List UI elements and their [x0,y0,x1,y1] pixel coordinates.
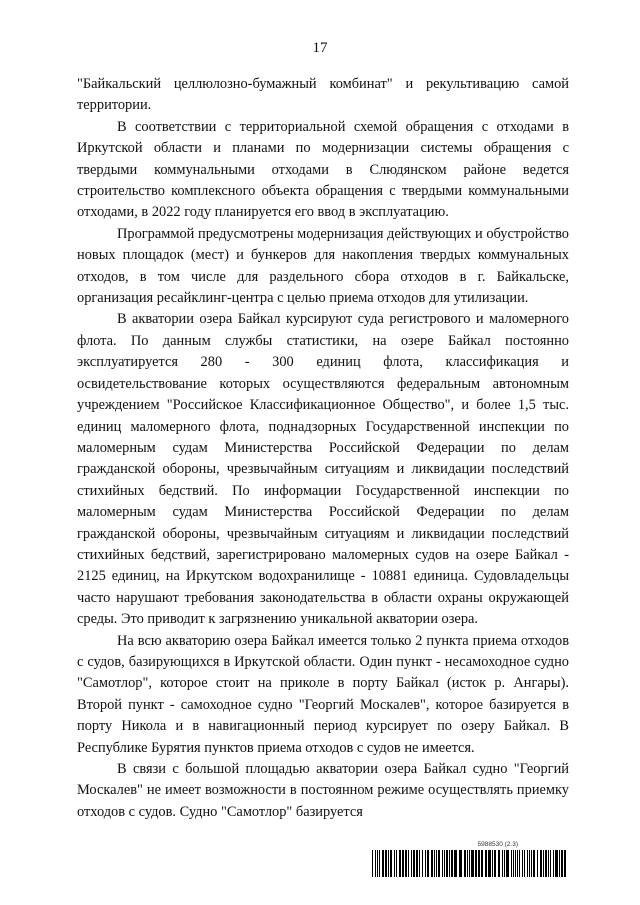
barcode-bar [431,850,433,877]
barcode-bar [522,850,523,877]
barcode-bar [469,850,470,877]
barcode-bar [519,850,520,877]
barcode-bar [498,850,500,877]
barcode-bar [405,850,407,877]
barcode-bar [385,850,387,877]
barcode-bar [413,850,415,877]
barcode-bar [396,850,397,877]
barcode-bar [467,850,468,877]
document-barcode [372,841,568,877]
barcode-bar [416,850,418,877]
barcode-bar [553,850,554,877]
barcode-bar [548,850,549,877]
barcode-bar [550,850,551,877]
barcode-bar [411,850,412,877]
barcode-bar [481,850,483,877]
barcode-bar [478,850,480,877]
barcode-bar [372,850,373,877]
paragraph: В связи с большой площадью акватории озера Байкал судно "Георгий Москалев" не имеет возможности в постоянном режиме осуществлять приемку отходов с судов. Судно "Самотлор" базируется [77,761,569,820]
barcode-bar [559,850,560,877]
barcode-bar [537,850,538,877]
barcode-bar [564,850,566,877]
barcode-caption: 5988530 (2.3) [477,841,518,848]
barcode-bar [394,850,395,877]
barcode-bar [459,850,462,877]
barcode-bar [524,850,525,877]
barcode-bar [515,850,516,877]
barcode-bar [434,850,435,877]
barcode-bar [425,850,426,877]
paragraph: Программой предусмотрены модернизация действующих и обустройство новых площадок (мест) и бункеров для накопления твердых коммунальных отходов, в том числе для раздельного сбора отходов в г. Байкальске, организация ресайклинг-центра с целью приема отходов для утилизации. [77,225,569,307]
paragraph: На всю акваторию озера Байкал имеется только 2 пункта приема отходов с судов, базирующихся в Иркутской области. Один пункт - несамоходное судно "Самотлор", которое стоит на приколе в порту Байкал (исток р. Ангары). Второй пункт - самоходное судно "Георгий Москалев", которое базируется в порту Никола и в навигационный период курсирует по озеру Байкал. В Республике Бурятия пунктов приема отходов с судов не имеется. [77,632,569,756]
page-number: 17 [312,40,328,56]
barcode-bar [390,850,392,877]
barcode-bar [543,850,544,877]
paragraph: В соответствии с территориальной схемой обращения с отходами в Иркутской области и планами по модернизации системы обращения с твердыми коммунальными отходами в Слюдянском районе ведется строительство комплексного объекта обращения с твердыми коммунальными отходами, в 2022 году планируется его ввод в эксплуатацию. [77,118,569,221]
barcode-bar [502,850,503,877]
barcode-bar [375,850,376,877]
barcode-bar [511,850,512,877]
barcode-bar [561,850,563,877]
barcode-bar [504,850,505,877]
barcode-bar [379,850,380,877]
barcode-bar [436,850,437,877]
barcode-bar [555,850,558,877]
barcode-bar [545,850,547,877]
barcode-bar [471,850,474,877]
barcode-bar [506,850,509,877]
barcode-bar [488,850,491,877]
barcode-bar [442,850,443,877]
barcode-bar [382,850,384,877]
barcode-bar [464,850,466,877]
barcode-bar [513,850,514,877]
barcode-bar [444,850,445,877]
barcode-bar [527,850,528,877]
barcode-bar [449,850,450,877]
barcode-bar [531,850,532,877]
barcode-bar [533,850,535,877]
barcode-bar [451,850,453,877]
barcode-bar [540,850,542,877]
barcode-bar [454,850,457,877]
barcode-bar [399,850,401,877]
barcode-bar [517,850,518,877]
barcode-bar [492,850,493,877]
barcode-bar [446,850,448,877]
barcode-bar [408,850,409,877]
body-text [77,74,569,823]
barcode-bar [485,850,487,877]
paragraph: "Байкальский целлюлозно-бумажный комбинат" и рекультивацию самой территории. [77,76,569,114]
barcode-bar [422,850,423,877]
barcode-bar [388,850,389,877]
barcode-bar [427,850,429,877]
barcode-bar [475,850,477,877]
barcode-bar [494,850,496,877]
barcode-bar [402,850,404,877]
barcode-bar [377,850,378,877]
paragraph: В акватории озера Байкал курсируют суда регистрового и маломерного флота. По данным службы статистики, на озере Байкал постоянно эксплуатируется 280 - 300 единиц флота, классификация и освидетельствование которых осуществляются федеральным автономным учреждением "Российское Классификационное Общество", и более 1,5 тыс. единиц маломерного флота, поднадзорных Государственной инспекции по маломерным судам Министерства Российской Федерации по делам гражданской обороны, чрезвычайным ситуациям и ликвидации последствий стихийных бедствий. По информации Государственной инспекции по маломерным судам Министерства Российской Федерации по делам гражданской обороны, чрезвычайным ситуациям и ликвидации последствий стихийных бедствий, зарегистрировано маломерных судов на озере Байкал - 2125 единиц, на Иркутском водохранилище - 10881 единица. Судовладельцы часто нарушают требования законодательства в области охраны окружающей среды. Это приводит к загрязнению уникальной акватории озера. [77,311,569,628]
barcode-bar [419,850,420,877]
barcode-bar [529,850,530,877]
barcode-bar [438,850,440,877]
barcode-icon [372,850,568,877]
